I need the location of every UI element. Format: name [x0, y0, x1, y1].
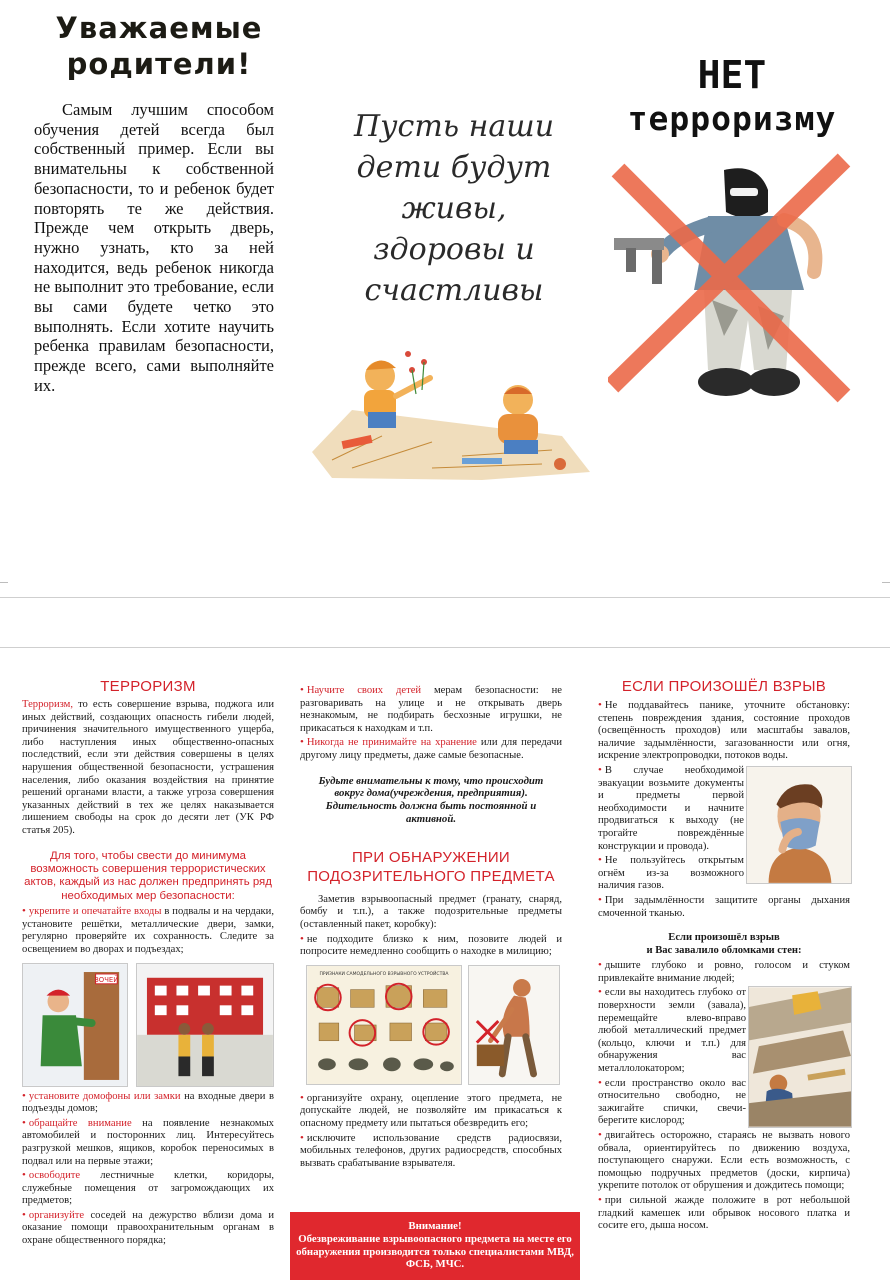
explosion-column	[598, 678, 850, 1233]
trapped-under-rubble-illustration	[748, 986, 852, 1128]
suspicious-object-heading: ПРИ ОБНАРУЖЕНИИ ПОДОЗРИТЕЛЬНОГО ПРЕДМЕТА	[307, 848, 555, 885]
people-near-building-illustration	[136, 963, 274, 1087]
children-drawing-illustration	[312, 340, 590, 486]
explosive-device-poster	[306, 965, 462, 1085]
suspicious-object-column	[300, 683, 562, 1170]
list-item: • Научите своих детей мерам безопасности: не разговаривать на улице и не открывать дверь незнакомым, не подбирать бесхозные игрушки, не прикасаться к находкам и т.п.	[300, 684, 562, 734]
crop-mark	[882, 582, 890, 583]
sheet-gap	[0, 597, 890, 648]
safety-measures-heading: Для того, чтобы свести до минимума возможность совершения террористических актов, каждый из нас должен предпринять ряд необходимых мер безопасности:	[24, 849, 272, 902]
person-covering-mouth-illustration	[746, 766, 852, 884]
crossed-terrorist-illustration	[608, 150, 860, 410]
slogan: Пусть наши дети будут живы, здоровы и счастливы	[353, 109, 555, 308]
warning-box: Внимание! Обезвреживание взрывоопасного предмета на месте его обнаружения производится только специалистами МВД, ФСБ, МЧС.	[290, 1212, 580, 1280]
list-item: • Не пользуйтесь открытым огнём из-за возможного наличия газов.	[598, 854, 744, 892]
list-item: • при сильной жажде положите в рот небольшой гладкий камешек или обрывок носового платка и сосите его, дыша носом.	[598, 1193, 850, 1232]
list-item: • обращайте внимание на появление незнакомых автомобилей и посторонних лиц. Интересуйтесь разгрузкой мешков, ящиков, коробок переносимых в подвал или на первые этажи;	[22, 1116, 274, 1167]
list-item: • если пространство около вас относительно свободно, не зажигайте спички, свечи- берегите кислород;	[598, 1076, 746, 1127]
crop-mark	[0, 582, 8, 583]
vigilance-note: Будьте внимательны к тому, что происходит вокруг дома(учреждения, предприятия). Бдительность должна быть постоянной и активной.	[318, 774, 544, 825]
list-item: • организуйте соседей на дежурство вблизи дома и оказание помощи правоохранительным органам в охране общественного порядка;	[22, 1208, 274, 1247]
list-item: • укрепите и опечатайте входы в подвалы и на чердаки, установите решётки, металлические двери, замки, регулярно проверяйте их сохранность. Следите за освещением во дворах и подъездах;	[22, 905, 274, 955]
hero-title: Уважаемые родители!	[55, 11, 263, 81]
terrorism-definition: Терроризм, то есть совершение взрыва, поджога или иных действий, создающих опасность гибели людей, причинения значительного имущественного ущерба, либо наступления иных общественно-опасных последствий, если эти действия совершены в целях нарушения общественной безопасности, устрашения населения, либо оказания воздействия на принятие решений органами власти, а также угроза совершения указанных действий в тех же целях наказывается лишением свободы на срок до десяти лет (УК РФ статья 205).	[22, 699, 274, 836]
intro-paragraph: Самым лучшим способом обучения детей всегда был собственный пример. Если вы внимательны к собственной безопасности, то и ребенок будет повторять те же действия. Прежде чем открыть дверь, нужно узнать, кто за ней находится, ведь ребенок никогда не выполнит это требование, если вы сами будете четко это выполнять. Если хотите научить ребенка правилам безопасности, прежде всего, сами выполняйте их.	[34, 100, 274, 395]
list-item: • При задымлённости защитите органы дыхания смоченной тканью.	[598, 893, 850, 919]
no-terrorism-title: НЕТ терроризму	[627, 53, 837, 138]
terrorism-heading: ТЕРРОРИЗМ	[100, 678, 196, 695]
man-at-door-illustration	[22, 963, 128, 1087]
list-item: • освободите лестничные клетки, коридоры, служебные помещения от загромождающих их предметов;	[22, 1169, 274, 1207]
explosive-device-images	[300, 965, 562, 1091]
svg-text:ПРИЗНАКИ САМОДЕЛЬНОГО ВЗРЫВНОГ: ПРИЗНАКИ САМОДЕЛЬНОГО ВЗРЫВНОГО УСТРОЙСТВА	[319, 971, 449, 977]
list-item: • исключите использование средств радиосвязи, мобильных телефонов, других радиосредств, способных вызвать срабатывание взрывателя.	[300, 1131, 562, 1169]
list-item: • если вы находитесь глубоко от поверхности земли (завала), перемещайте влево-вправо любой металлический предмет (кольцо, ключи и т.п.) для обнаружения вас металлолокатором;	[598, 986, 746, 1075]
list-item: • установите домофоны или замки на входные двери в подъезды домов;	[22, 1089, 274, 1115]
explosion-heading: ЕСЛИ ПРОИЗОШЁЛ ВЗРЫВ	[621, 678, 827, 695]
list-item: • дышите глубоко и ровно, голосом и стуком привлекайте внимание людей;	[598, 959, 850, 984]
suspicious-object-intro: Заметив взрывоопасный предмет (гранату, снаряд, бомбу и т.п.), а также подозрительные предметы (оставленный пакет, коробку):	[300, 893, 562, 930]
rubble-block	[598, 986, 850, 1128]
list-item: • двигайтесь осторожно, стараясь не вызвать нового обвала, ориентируйтесь по движению воздуха, поступающего снаружи. Если есть возможность, с помощью подручных предметов (доски, кирпича) укрепите потолок от обрушения и дождитесь помощи;	[598, 1129, 850, 1192]
building-images	[22, 963, 274, 1089]
list-item: • В случае необходимой эвакуации возьмите документы и предметы первой необходимости и начните продвигаться к выходу (не трогайте повреждённые конструкции и провода).	[598, 763, 744, 852]
svg-text:ЗОЧЕЙ: ЗОЧЕЙ	[94, 975, 119, 984]
list-item: • организуйте охрану, оцепление этого предмета, не допускайте людей, не позволяйте им прикасаться к опасному предмету или пытаться обезвредить его;	[300, 1091, 562, 1129]
rubble-heading: Если произошёл взрыв и Вас завалило обломками стен:	[646, 932, 802, 956]
list-item: • Не поддавайтесь панике, уточните обстановку: степень повреждения здания, состояние проходов (освещённость проходов) или масштабы завалов, наличие задымлённости, загазованности или огня, искрение электропроводки, потоков воды.	[598, 699, 850, 762]
top-panel	[0, 0, 890, 597]
terrorism-column	[22, 678, 274, 1248]
evacuation-block	[598, 764, 850, 893]
woman-bending-to-object-illustration	[468, 965, 560, 1085]
list-item: • не подходите близко к ним, позовите людей и попросите немедленно сообщить о находке в милицию;	[300, 932, 562, 958]
list-item: • Никогда не принимайте на хранение или для передачи другому лицу предметы, даже самые безопасные.	[300, 736, 562, 761]
